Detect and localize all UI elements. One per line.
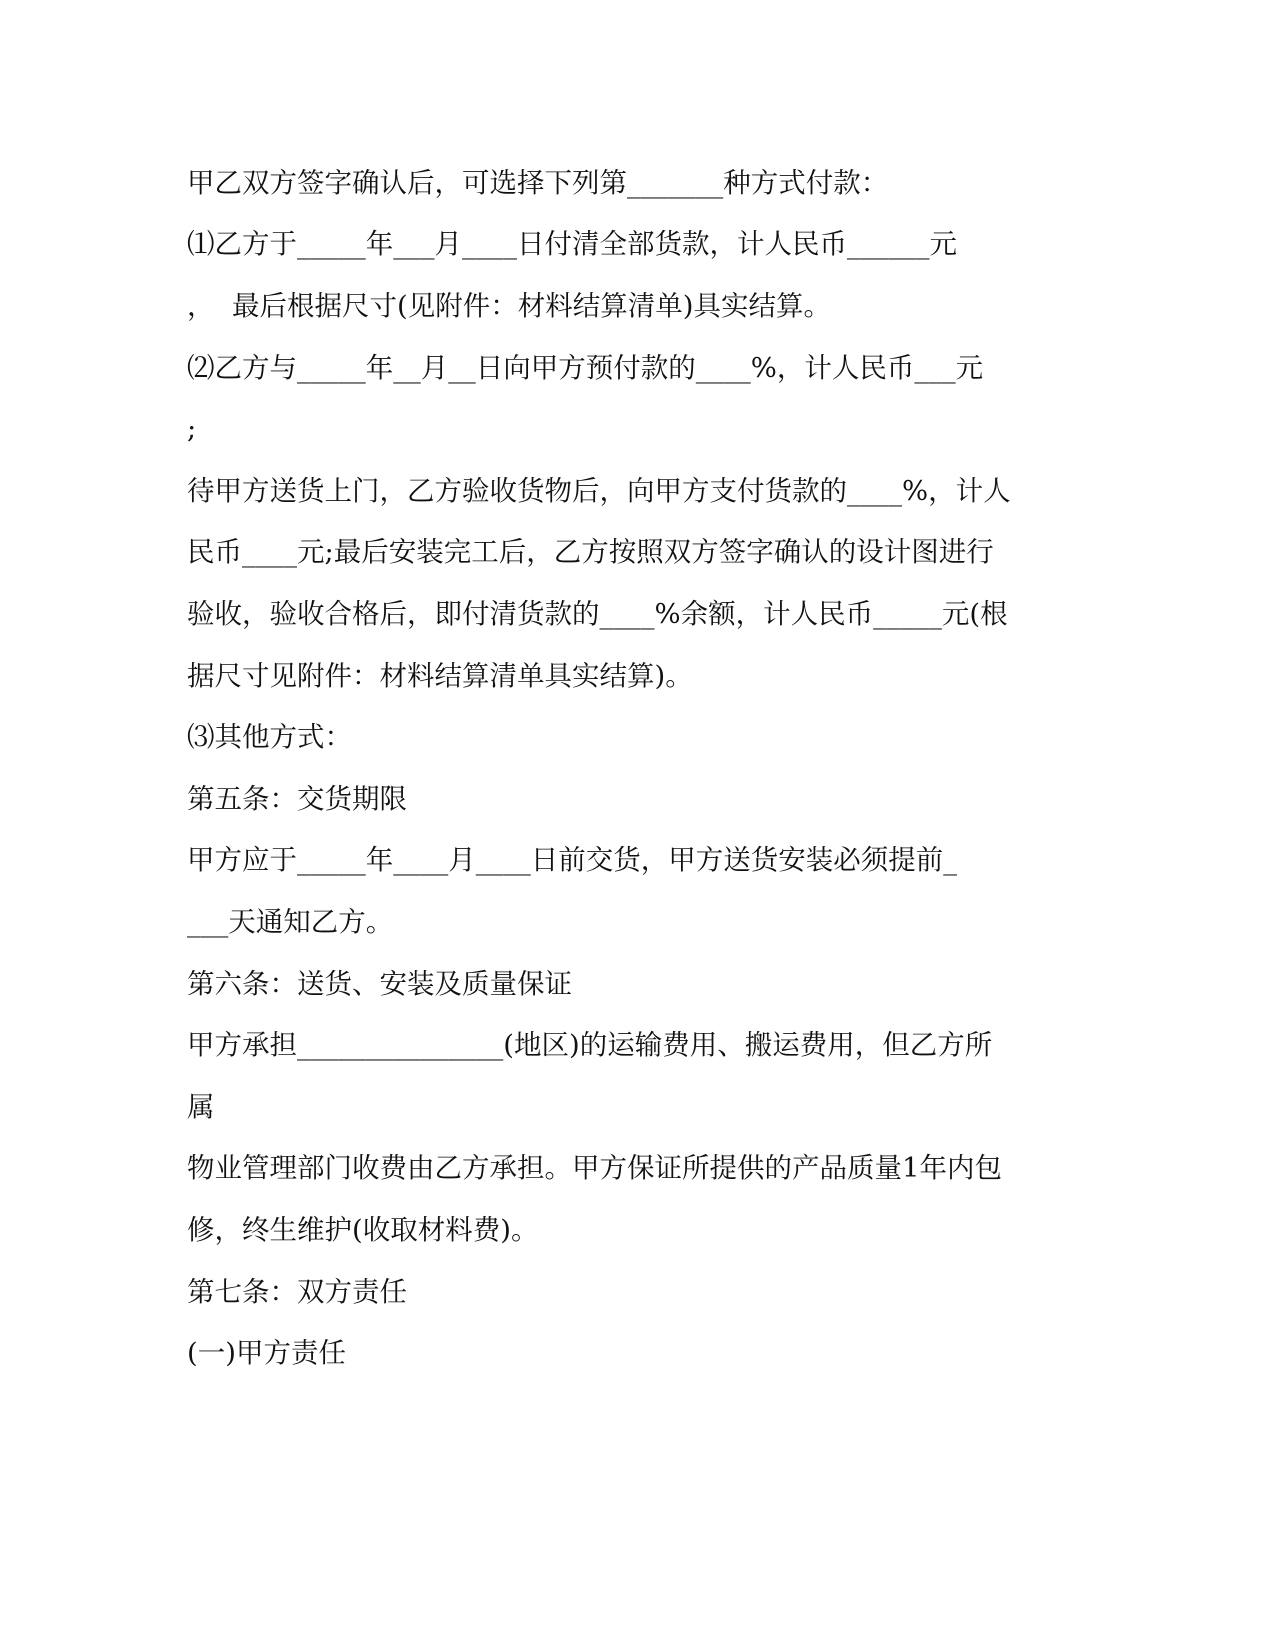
text-line: 甲方承担_______________(地区)的运输费用、搬运费用，但乙方所 bbox=[187, 1029, 993, 1061]
text-line: 修，终生维护(收取材料费)。 bbox=[187, 1214, 539, 1246]
text-line: ⑴乙方于_____年___月____日付清全部货款，计人民币______元 bbox=[187, 228, 957, 260]
section-heading: 第六条：送货、安装及质量保证 bbox=[187, 968, 572, 1000]
text-line: ， 最后根据尺寸(见附件：材料结算清单)具实结算。 bbox=[187, 290, 831, 322]
text-line: 据尺寸见附件：材料结算清单具实结算)。 bbox=[187, 660, 693, 692]
section-heading: 第五条：交货期限 bbox=[187, 783, 407, 815]
text-line: 民币____元;最后安装完工后，乙方按照双方签字确认的设计图进行 bbox=[187, 536, 994, 568]
text-line: ⑵乙方与_____年__月__日向甲方预付款的____%，计人民币___元 bbox=[187, 352, 984, 384]
subsection-heading: (一)甲方责任 bbox=[187, 1337, 346, 1369]
text-line: 属 bbox=[187, 1091, 215, 1123]
text-line: ; bbox=[187, 413, 197, 445]
text-line: ___天通知乙方。 bbox=[187, 906, 394, 938]
text-line: 待甲方送货上门，乙方验收货物后，向甲方支付货款的____%，计人 bbox=[187, 475, 1011, 507]
text-line: 甲方应于_____年____月____日前交货，甲方送货安装必须提前_ bbox=[187, 844, 957, 876]
section-heading: 第七条：双方责任 bbox=[187, 1276, 407, 1308]
text-line: 甲乙双方签字确认后，可选择下列第_______种方式付款： bbox=[187, 167, 889, 199]
text-line: 验收，验收合格后，即付清货款的____%余额，计人民币_____元(根 bbox=[187, 598, 1008, 630]
text-line: 物业管理部门收费由乙方承担。甲方保证所提供的产品质量1年内包 bbox=[187, 1152, 1002, 1184]
text-line: ⑶其他方式： bbox=[187, 721, 352, 753]
